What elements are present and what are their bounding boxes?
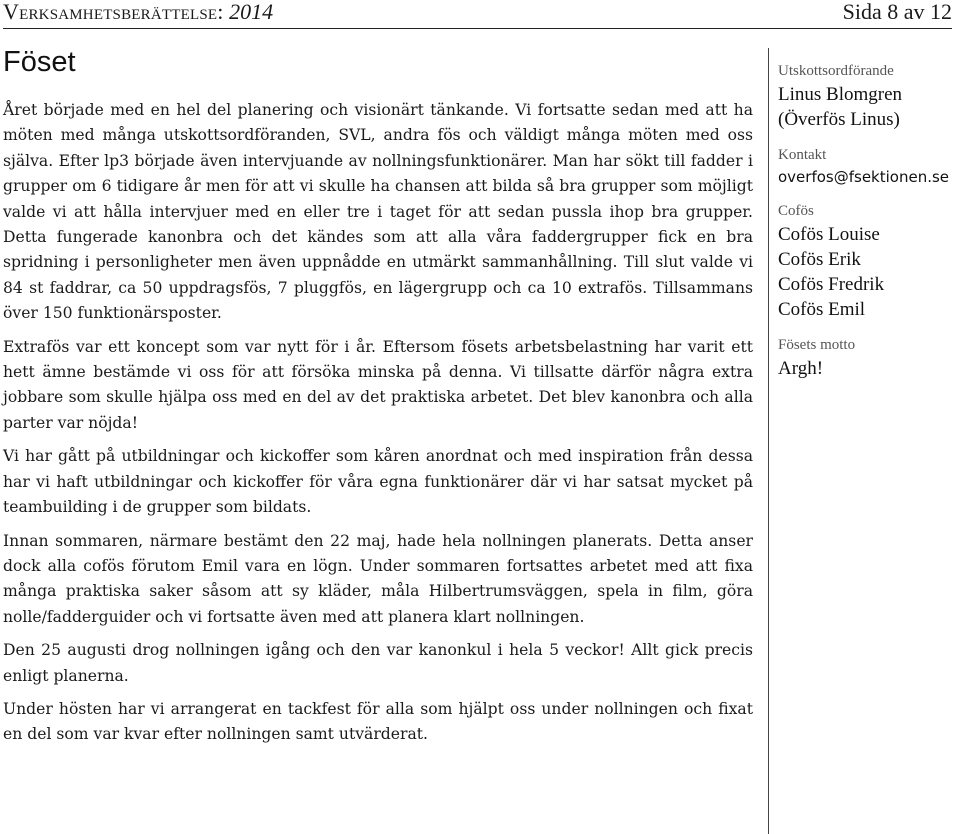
cofos-member: Cofös Louise [778,224,880,245]
chair-label: Utskottsordförande [778,63,894,79]
cofos-group [778,200,958,322]
chair-group [778,60,958,132]
motto-text: Argh! [778,358,824,379]
contact-email[interactable]: overfos@fsektionen.se [778,168,950,186]
cofos-label: Cofös [778,203,814,219]
report-year: 2014 [229,0,274,24]
main-content [3,44,753,756]
cofos-member: Cofös Fredrik [778,274,885,295]
paragraph-summer: Innan sommaren, närmare bestämt den 22 maj, hade hela nollningen planerats. Detta anser dock alla cofös förutom Emil vara en lögn. Under sommaren fortsattes arbetet med att fixa många praktiska saker såsom att sy kläder, måla Hilbertrumsväggen, spela in film, göra nolle/fadderguider och vi fortsatte även med att planera klart nollningen. [3,531,753,626]
cofos-member: Cofös Erik [778,249,861,270]
paragraph-autumn: Under hösten har vi arrangerat en tackfest för alla som hjälpt oss under nollningen och fixat en del som var kvar efter nollningen samt utvärderat. [3,699,753,744]
chair-role: (Överfös Linus) [778,109,900,130]
sidebar-divider [768,48,769,834]
header-divider [3,28,952,29]
motto-label: Fösets motto [778,337,856,353]
report-title [3,0,273,24]
sidebar [778,60,958,393]
contact-label: Kontakt [778,147,827,163]
paragraph-planning: Året började med en hel del planering och visionärt tänkande. Vi fortsatte sedan med att ha möten med många utskottsordföranden, SVL, andra fös och väldigt många möten med oss själva. Efter lp3 började även intervjuande av nollningsfunktionärer. Man har sökt till fadder i grupper om 6 tidigare år men för att vi skulle ha chansen att bilda så bra grupper som möjligt valde vi att hålla intervjuer med en eller tre i taget för att sedan pussla ihop bra grupper. Detta fungerade kanonbra och det kändes som att alla våra faddergrupper fick en bra spridning i personligheter men även uppnådde en utmärkt sammanhållning. Till slut valde vi 84 st faddrar, ca 50 uppdragsfös, 7 pluggfös, en lägergrupp och ca 10 extrafös. Tillsammans över 150 funktionärsposter. [3,101,753,323]
page-header [3,0,952,26]
paragraph-nollning-start: Den 25 augusti drog nollningen igång och den var kanonkul i hela 5 veckor! Allt gick precis enligt planerna. [3,641,753,685]
motto-group [778,334,958,381]
section-title: Föset [3,46,76,78]
page-number: Sida 8 av 12 [842,0,952,24]
paragraph-extrafos: Extrafös var ett koncept som var nytt för i år. Eftersom fösets arbetsbelastning har varit ett hett ämne bestämde vi oss för att försöka minska på denna. Vi tillsatte därför några extra jobbare som skulle hjälpa oss med en del av det praktiska arbetet. Det blev kanonbra och alla parter var nöjda! [3,337,753,432]
contact-group [778,144,958,188]
paragraph-trainings: Vi har gått på utbildningar och kickoffer som kåren anordnat och med inspiration från dessa har vi haft utbildningar och kickoffer för våra egna funktionärer där vi har satsat mycket på teambuilding i de grupper som bildats. [3,447,753,517]
report-title-text: Verksamhetsberättelse: [3,0,224,24]
cofos-member: Cofös Emil [778,299,866,320]
chair-name: Linus Blomgren [778,84,903,105]
